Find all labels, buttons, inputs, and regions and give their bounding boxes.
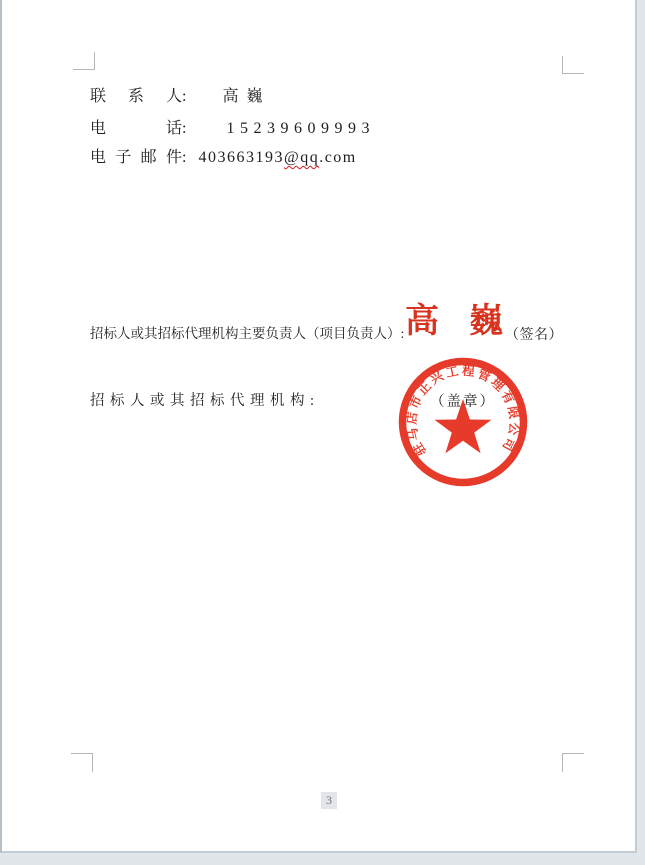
company-seal (393, 352, 533, 492)
text-boundary-mark-bottom-right (562, 753, 584, 772)
signature-hint: （签名） (505, 328, 563, 343)
signature-char-2: 巍 (469, 301, 503, 341)
colon: : (182, 149, 187, 166)
page-number: 3 (326, 793, 332, 807)
text-boundary-mark-top-right (562, 56, 584, 74)
email-suffix: .com (319, 149, 357, 166)
email-label: 电子邮件 (90, 149, 182, 166)
text-boundary-mark-bottom-left (71, 753, 93, 772)
email-value (198, 149, 356, 166)
responsible-person-line: 招标人或其招标代理机构主要负责人（项目负责人）: (90, 326, 405, 341)
agency-line: 招标人或其招标代理机构: (90, 393, 320, 409)
colon: : (182, 120, 187, 137)
colon: : (182, 88, 187, 105)
phone-label: 电话 (90, 120, 182, 137)
contact-person-line (90, 87, 270, 106)
email-spellcheck-segment: @qq (283, 149, 320, 166)
contact-person-label: 联系人 (90, 88, 182, 105)
email-line (90, 148, 357, 167)
contact-person-value: 高巍 (222, 88, 271, 105)
seal-company-text: 驻马店市正兴工程管理有限公司 (403, 362, 523, 459)
phone-value: 15239609993 (226, 120, 375, 137)
phone-line (90, 119, 375, 138)
text-boundary-mark-top-left (73, 52, 95, 70)
page-number-field[interactable] (321, 792, 337, 809)
signature-name (405, 299, 503, 343)
signature-char-1: 高 (405, 301, 439, 341)
seal-hint: （盖章） (430, 394, 496, 410)
email-prefix: 403663193 (198, 149, 284, 166)
